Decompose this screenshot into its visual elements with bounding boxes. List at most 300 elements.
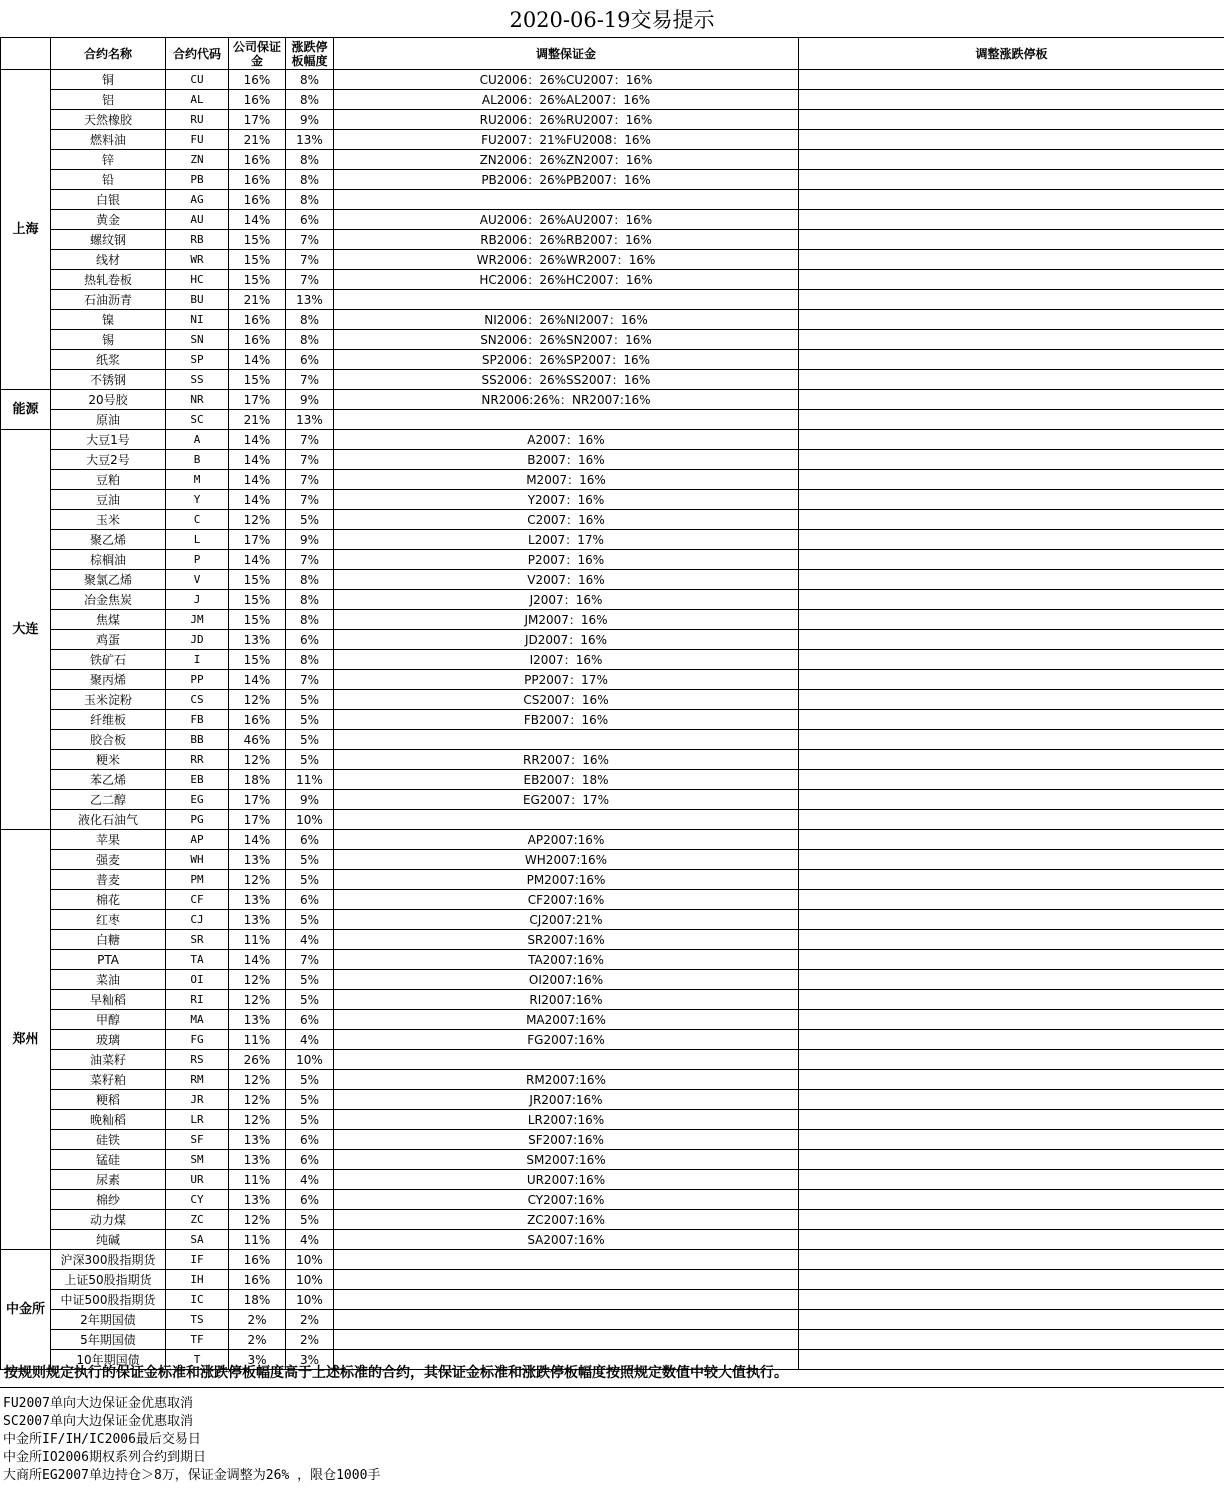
adjusted-limit-cell	[799, 910, 1224, 930]
margin-cell: 17%	[229, 810, 286, 830]
adjusted-margin-cell	[334, 1290, 799, 1310]
table-row	[1, 1010, 1224, 1030]
contract-code-cell: SS	[166, 370, 229, 390]
limit-cell: 8%	[286, 610, 334, 630]
margin-cell: 14%	[229, 490, 286, 510]
margin-cell: 16%	[229, 330, 286, 350]
table-row	[1, 1050, 1224, 1070]
adjusted-margin-cell: B2007：16%	[334, 450, 799, 470]
margin-cell: 16%	[229, 1250, 286, 1270]
margin-cell: 16%	[229, 70, 286, 90]
limit-cell: 2%	[286, 1330, 334, 1350]
adjusted-margin-cell: RB2006：26%RB2007：16%	[334, 230, 799, 250]
adjusted-limit-cell	[799, 450, 1224, 470]
adjusted-limit-cell	[799, 770, 1224, 790]
contract-name-cell: 菜油	[51, 970, 166, 990]
table-row	[1, 730, 1224, 750]
adjusted-limit-cell	[799, 1310, 1224, 1330]
contract-code-cell: FG	[166, 1030, 229, 1050]
contract-code-cell: JD	[166, 630, 229, 650]
contract-name-cell: 棉纱	[51, 1190, 166, 1210]
contract-name-cell: 沪深300股指期货	[51, 1250, 166, 1270]
margin-cell: 14%	[229, 430, 286, 450]
contract-code-cell: RI	[166, 990, 229, 1010]
table-row	[1, 710, 1224, 730]
table-row	[1, 950, 1224, 970]
adjusted-limit-cell	[799, 410, 1224, 430]
header-adjusted-limit: 调整涨跌停板	[799, 38, 1224, 70]
adjusted-margin-cell: WR2006：26%WR2007：16%	[334, 250, 799, 270]
adjusted-limit-cell	[799, 1070, 1224, 1090]
limit-cell: 4%	[286, 1030, 334, 1050]
table-row	[1, 190, 1224, 210]
table-row	[1, 890, 1224, 910]
contract-code-cell: NI	[166, 310, 229, 330]
margin-cell: 46%	[229, 730, 286, 750]
contract-name-cell: 乙二醇	[51, 790, 166, 810]
adjusted-limit-cell	[799, 1150, 1224, 1170]
adjusted-limit-cell	[799, 310, 1224, 330]
contract-code-cell: ZN	[166, 150, 229, 170]
contract-name-cell: 铝	[51, 90, 166, 110]
adjusted-limit-cell	[799, 710, 1224, 730]
exchange-cell: 能源	[1, 390, 51, 430]
table-row	[1, 230, 1224, 250]
contract-name-cell: 10年期国债	[51, 1350, 166, 1370]
contract-name-cell: 石油沥青	[51, 290, 166, 310]
limit-cell: 9%	[286, 110, 334, 130]
adjusted-margin-cell: RU2006：26%RU2007：16%	[334, 110, 799, 130]
contract-name-cell: 纤维板	[51, 710, 166, 730]
contract-code-cell: TF	[166, 1330, 229, 1350]
contract-code-cell: IH	[166, 1270, 229, 1290]
contract-code-cell: IF	[166, 1250, 229, 1270]
limit-cell: 8%	[286, 570, 334, 590]
margin-cell: 15%	[229, 270, 286, 290]
adjusted-limit-cell	[799, 430, 1224, 450]
table-row	[1, 990, 1224, 1010]
contract-code-cell: V	[166, 570, 229, 590]
table-row	[1, 90, 1224, 110]
adjusted-limit-cell	[799, 550, 1224, 570]
limit-cell: 13%	[286, 130, 334, 150]
adjusted-limit-cell	[799, 590, 1224, 610]
contract-name-cell: 胶合板	[51, 730, 166, 750]
margin-cell: 17%	[229, 790, 286, 810]
adjusted-limit-cell	[799, 230, 1224, 250]
adjusted-limit-cell	[799, 1290, 1224, 1310]
adjusted-margin-cell	[334, 410, 799, 430]
limit-cell: 5%	[286, 710, 334, 730]
margin-cell: 14%	[229, 210, 286, 230]
margin-cell: 15%	[229, 370, 286, 390]
margin-cell: 21%	[229, 130, 286, 150]
exchange-cell: 郑州	[1, 830, 51, 1250]
limit-cell: 5%	[286, 1070, 334, 1090]
adjusted-margin-cell: PB2006：26%PB2007：16%	[334, 170, 799, 190]
adjusted-limit-cell	[799, 1090, 1224, 1110]
margin-cell: 13%	[229, 1150, 286, 1170]
contract-name-cell: 豆油	[51, 490, 166, 510]
adjusted-limit-cell	[799, 790, 1224, 810]
table-row	[1, 70, 1224, 90]
table-row	[1, 430, 1224, 450]
contract-name-cell: 硅铁	[51, 1130, 166, 1150]
table-body	[1, 70, 1224, 1370]
contract-code-cell: RB	[166, 230, 229, 250]
adjusted-margin-cell: EB2007：18%	[334, 770, 799, 790]
contract-code-cell: JM	[166, 610, 229, 630]
contract-name-cell: 大豆1号	[51, 430, 166, 450]
contract-code-cell: TS	[166, 1310, 229, 1330]
exchange-cell: 中金所	[1, 1250, 51, 1370]
table-row	[1, 1210, 1224, 1230]
adjusted-limit-cell	[799, 1230, 1224, 1250]
margin-cell: 15%	[229, 610, 286, 630]
adjusted-limit-cell	[799, 730, 1224, 750]
adjusted-limit-cell	[799, 890, 1224, 910]
contract-name-cell: 上证50股指期货	[51, 1270, 166, 1290]
contract-code-cell: SF	[166, 1130, 229, 1150]
adjusted-limit-cell	[799, 510, 1224, 530]
table-row	[1, 610, 1224, 630]
limit-cell: 4%	[286, 1230, 334, 1250]
table-row	[1, 450, 1224, 470]
adjusted-limit-cell	[799, 1270, 1224, 1290]
table-row	[1, 130, 1224, 150]
adjusted-limit-cell	[799, 650, 1224, 670]
limit-cell: 5%	[286, 970, 334, 990]
table-row	[1, 1190, 1224, 1210]
adjusted-margin-cell: WH2007:16%	[334, 850, 799, 870]
adjusted-limit-cell	[799, 390, 1224, 410]
table-row	[1, 1230, 1224, 1250]
rule-note: 按规则规定执行的保证金标准和涨跌停板幅度高于上述标准的合约，其保证金标准和涨跌停板幅度按照规定数值中较大值执行。	[0, 1358, 1224, 1388]
table-row	[1, 1250, 1224, 1270]
contract-code-cell: OI	[166, 970, 229, 990]
limit-cell: 5%	[286, 990, 334, 1010]
contract-code-cell: TA	[166, 950, 229, 970]
limit-cell: 4%	[286, 1170, 334, 1190]
contract-name-cell: 纯碱	[51, 1230, 166, 1250]
header-contract-name: 合约名称	[51, 38, 166, 70]
adjusted-margin-cell: L2007：17%	[334, 530, 799, 550]
adjusted-margin-cell	[334, 1050, 799, 1070]
adjusted-margin-cell: V2007：16%	[334, 570, 799, 590]
adjusted-margin-cell: SS2006：26%SS2007：16%	[334, 370, 799, 390]
limit-cell: 2%	[286, 1310, 334, 1330]
adjusted-margin-cell: FB2007：16%	[334, 710, 799, 730]
limit-cell: 13%	[286, 410, 334, 430]
contract-code-cell: BU	[166, 290, 229, 310]
contract-name-cell: 原油	[51, 410, 166, 430]
header-row	[1, 38, 1224, 70]
limit-cell: 8%	[286, 310, 334, 330]
table-row	[1, 510, 1224, 530]
margin-cell: 2%	[229, 1310, 286, 1330]
adjusted-limit-cell	[799, 250, 1224, 270]
limit-cell: 7%	[286, 430, 334, 450]
margin-cell: 12%	[229, 870, 286, 890]
contract-name-cell: 棉花	[51, 890, 166, 910]
adjusted-limit-cell	[799, 150, 1224, 170]
limit-cell: 8%	[286, 330, 334, 350]
adjusted-limit-cell	[799, 610, 1224, 630]
limit-cell: 3%	[286, 1350, 334, 1370]
limit-cell: 6%	[286, 630, 334, 650]
contract-name-cell: 大豆2号	[51, 450, 166, 470]
table-row	[1, 910, 1224, 930]
adjusted-limit-cell	[799, 1250, 1224, 1270]
table-row	[1, 810, 1224, 830]
adjusted-limit-cell	[799, 990, 1224, 1010]
note-item: 中金所IO2006期权系列合约到期日	[3, 1450, 206, 1465]
contract-name-cell: 尿素	[51, 1170, 166, 1190]
contract-code-cell: RR	[166, 750, 229, 770]
contract-code-cell: B	[166, 450, 229, 470]
contract-code-cell: MA	[166, 1010, 229, 1030]
contract-code-cell: HC	[166, 270, 229, 290]
margin-cell: 12%	[229, 970, 286, 990]
adjusted-limit-cell	[799, 750, 1224, 770]
adjusted-margin-cell: A2007：16%	[334, 430, 799, 450]
margin-cell: 2%	[229, 1330, 286, 1350]
contract-code-cell: FB	[166, 710, 229, 730]
adjusted-margin-cell: NI2006：26%NI2007：16%	[334, 310, 799, 330]
adjusted-margin-cell: UR2007:16%	[334, 1170, 799, 1190]
table-row	[1, 690, 1224, 710]
adjusted-limit-cell	[799, 1170, 1224, 1190]
adjusted-limit-cell	[799, 190, 1224, 210]
adjusted-margin-cell: CJ2007:21%	[334, 910, 799, 930]
limit-cell: 10%	[286, 1290, 334, 1310]
contract-name-cell: 聚丙烯	[51, 670, 166, 690]
adjusted-margin-cell	[334, 1330, 799, 1350]
table-row	[1, 650, 1224, 670]
margin-cell: 17%	[229, 530, 286, 550]
adjusted-margin-cell: TA2007:16%	[334, 950, 799, 970]
contract-code-cell: PG	[166, 810, 229, 830]
limit-cell: 5%	[286, 1210, 334, 1230]
contract-name-cell: 铁矿石	[51, 650, 166, 670]
margin-cell: 13%	[229, 850, 286, 870]
contract-name-cell: 锌	[51, 150, 166, 170]
adjusted-margin-cell: AU2006：26%AU2007：16%	[334, 210, 799, 230]
margin-cell: 11%	[229, 1030, 286, 1050]
contract-code-cell: AL	[166, 90, 229, 110]
table-row	[1, 1130, 1224, 1150]
adjusted-limit-cell	[799, 1330, 1224, 1350]
adjusted-limit-cell	[799, 870, 1224, 890]
table-row	[1, 1310, 1224, 1330]
limit-cell: 8%	[286, 590, 334, 610]
adjusted-margin-cell	[334, 190, 799, 210]
contract-code-cell: L	[166, 530, 229, 550]
contract-name-cell: 苯乙烯	[51, 770, 166, 790]
margin-cell: 13%	[229, 630, 286, 650]
margin-cell: 16%	[229, 150, 286, 170]
table-row	[1, 330, 1224, 350]
adjusted-margin-cell: J2007：16%	[334, 590, 799, 610]
adjusted-margin-cell: I2007：16%	[334, 650, 799, 670]
table-row	[1, 110, 1224, 130]
table-row	[1, 210, 1224, 230]
margin-cell: 12%	[229, 1210, 286, 1230]
limit-cell: 7%	[286, 490, 334, 510]
limit-cell: 4%	[286, 930, 334, 950]
table-row	[1, 1270, 1224, 1290]
contract-name-cell: 早籼稻	[51, 990, 166, 1010]
adjusted-limit-cell	[799, 630, 1224, 650]
adjusted-margin-cell: SM2007:16%	[334, 1150, 799, 1170]
contract-name-cell: 2年期国债	[51, 1310, 166, 1330]
limit-cell: 7%	[286, 250, 334, 270]
adjusted-margin-cell: CU2006：26%CU2007：16%	[334, 70, 799, 90]
adjusted-margin-cell: RI2007:16%	[334, 990, 799, 1010]
contract-name-cell: 豆粕	[51, 470, 166, 490]
adjusted-limit-cell	[799, 930, 1224, 950]
adjusted-margin-cell: C2007：16%	[334, 510, 799, 530]
adjusted-limit-cell	[799, 950, 1224, 970]
margin-cell: 14%	[229, 450, 286, 470]
contract-code-cell: FU	[166, 130, 229, 150]
table-row	[1, 350, 1224, 370]
table-row	[1, 150, 1224, 170]
limit-cell: 8%	[286, 90, 334, 110]
adjusted-margin-cell: SF2007:16%	[334, 1130, 799, 1150]
limit-cell: 7%	[286, 470, 334, 490]
limit-cell: 6%	[286, 210, 334, 230]
margin-cell: 14%	[229, 830, 286, 850]
limit-cell: 10%	[286, 1270, 334, 1290]
adjusted-margin-cell	[334, 290, 799, 310]
margin-cell: 13%	[229, 1130, 286, 1150]
contract-code-cell: AU	[166, 210, 229, 230]
limit-cell: 11%	[286, 770, 334, 790]
limit-cell: 9%	[286, 530, 334, 550]
table-row	[1, 970, 1224, 990]
limit-cell: 6%	[286, 1190, 334, 1210]
margin-cell: 21%	[229, 290, 286, 310]
adjusted-margin-cell: AP2007:16%	[334, 830, 799, 850]
margin-cell: 13%	[229, 890, 286, 910]
limit-cell: 5%	[286, 910, 334, 930]
table-row	[1, 850, 1224, 870]
contract-name-cell: 不锈钢	[51, 370, 166, 390]
contract-name-cell: 油菜籽	[51, 1050, 166, 1070]
header-adjusted-margin: 调整保证金	[334, 38, 799, 70]
contract-code-cell: SA	[166, 1230, 229, 1250]
contract-code-cell: AG	[166, 190, 229, 210]
contract-code-cell: SP	[166, 350, 229, 370]
adjusted-margin-cell	[334, 1250, 799, 1270]
adjusted-margin-cell: JD2007：16%	[334, 630, 799, 650]
limit-cell: 5%	[286, 1110, 334, 1130]
adjusted-margin-cell: HC2006：26%HC2007：16%	[334, 270, 799, 290]
adjusted-margin-cell: SN2006：26%SN2007：16%	[334, 330, 799, 350]
header-limit: 涨跌停板幅度	[286, 38, 334, 70]
contract-code-cell: RU	[166, 110, 229, 130]
contract-name-cell: PTA	[51, 950, 166, 970]
limit-cell: 6%	[286, 1150, 334, 1170]
margin-cell: 12%	[229, 750, 286, 770]
exchange-cell: 大连	[1, 430, 51, 830]
table-row	[1, 270, 1224, 290]
margin-cell: 12%	[229, 1090, 286, 1110]
adjusted-margin-cell	[334, 730, 799, 750]
adjusted-limit-cell	[799, 1010, 1224, 1030]
contract-code-cell: A	[166, 430, 229, 450]
margin-cell: 17%	[229, 110, 286, 130]
contract-name-cell: 强麦	[51, 850, 166, 870]
table-row	[1, 1110, 1224, 1130]
contract-code-cell: EG	[166, 790, 229, 810]
margin-cell: 13%	[229, 910, 286, 930]
adjusted-margin-cell: SR2007:16%	[334, 930, 799, 950]
margin-cell: 13%	[229, 1190, 286, 1210]
table-row	[1, 1150, 1224, 1170]
table-row	[1, 930, 1224, 950]
table-row	[1, 490, 1224, 510]
contract-name-cell: 聚氯乙烯	[51, 570, 166, 590]
contract-code-cell: CF	[166, 890, 229, 910]
adjusted-limit-cell	[799, 490, 1224, 510]
contract-name-cell: 白银	[51, 190, 166, 210]
limit-cell: 9%	[286, 790, 334, 810]
adjusted-limit-cell	[799, 110, 1224, 130]
header-contract-code: 合约代码	[166, 38, 229, 70]
adjusted-margin-cell: PM2007:16%	[334, 870, 799, 890]
contract-code-cell: SM	[166, 1150, 229, 1170]
contract-name-cell: 燃料油	[51, 130, 166, 150]
adjusted-margin-cell: CY2007:16%	[334, 1190, 799, 1210]
contract-code-cell: Y	[166, 490, 229, 510]
margin-cell: 16%	[229, 170, 286, 190]
contract-name-cell: 普麦	[51, 870, 166, 890]
limit-cell: 7%	[286, 370, 334, 390]
contract-code-cell: CU	[166, 70, 229, 90]
adjusted-limit-cell	[799, 830, 1224, 850]
limit-cell: 5%	[286, 690, 334, 710]
adjusted-limit-cell	[799, 1130, 1224, 1150]
table-row	[1, 370, 1224, 390]
margin-cell: 12%	[229, 510, 286, 530]
contract-code-cell: CY	[166, 1190, 229, 1210]
table-row	[1, 390, 1224, 410]
margin-cell: 3%	[229, 1350, 286, 1370]
margin-cell: 15%	[229, 230, 286, 250]
contract-name-cell: 玉米	[51, 510, 166, 530]
table-row	[1, 1290, 1224, 1310]
contract-name-cell: 线材	[51, 250, 166, 270]
contract-name-cell: 甲醇	[51, 1010, 166, 1030]
page-title: 2020-06-19交易提示	[509, 7, 715, 32]
contract-code-cell: C	[166, 510, 229, 530]
adjusted-margin-cell: RM2007:16%	[334, 1070, 799, 1090]
header-margin: 公司保证金	[229, 38, 286, 70]
margin-cell: 17%	[229, 390, 286, 410]
contract-name-cell: 动力煤	[51, 1210, 166, 1230]
contract-code-cell: RS	[166, 1050, 229, 1070]
contract-code-cell: SN	[166, 330, 229, 350]
contract-name-cell: 苹果	[51, 830, 166, 850]
margin-cell: 14%	[229, 470, 286, 490]
limit-cell: 7%	[286, 550, 334, 570]
limit-cell: 10%	[286, 1050, 334, 1070]
margin-cell: 16%	[229, 90, 286, 110]
adjusted-limit-cell	[799, 1210, 1224, 1230]
table-row	[1, 790, 1224, 810]
